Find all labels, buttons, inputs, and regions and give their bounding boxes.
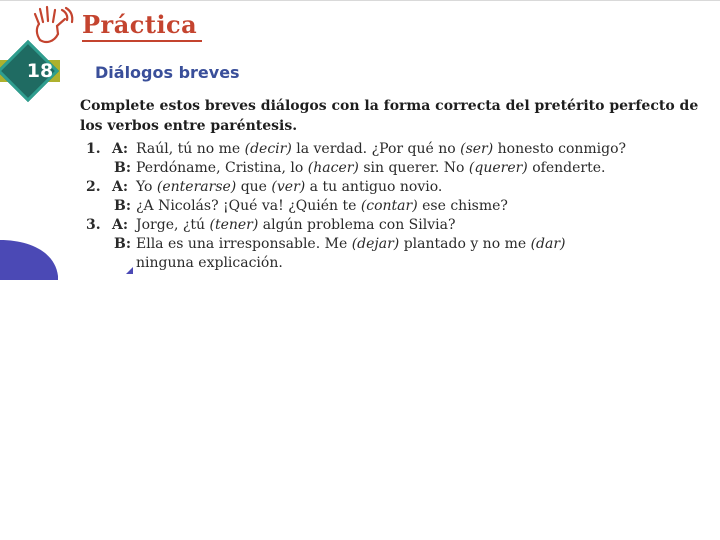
verb-in-parentheses: (ver) xyxy=(271,179,306,195)
dialog-fragment: sin querer. No xyxy=(358,160,469,176)
dialog-continuation: ninguna explicación. xyxy=(136,255,283,271)
dialog-line xyxy=(86,197,716,216)
dialog-text xyxy=(136,216,455,235)
speaker-label: A: xyxy=(112,217,129,233)
verb-in-parentheses: (dar) xyxy=(530,236,566,252)
activity-title: Diálogos breves xyxy=(95,63,240,82)
dialog-fragment: plantado y no me xyxy=(399,236,531,252)
speaker-label: B: xyxy=(114,160,132,176)
dialog-fragment: Yo xyxy=(136,179,157,195)
dialog-list xyxy=(86,140,716,273)
dialog-fragment: ¿A Nicolás? ¡Qué va! ¿Quién te xyxy=(136,198,361,214)
verb-in-parentheses: (dejar) xyxy=(351,236,400,252)
dialog-fragment: la verdad. ¿Por qué no xyxy=(291,141,461,157)
dialog-fragment: Perdóname, Cristina, lo xyxy=(136,160,308,176)
dialog-line xyxy=(86,178,716,197)
dialog-text xyxy=(136,235,566,254)
dialog-fragment: Jorge, ¿tú xyxy=(136,217,210,233)
speaker-label: B: xyxy=(114,198,132,214)
speaker-label: A: xyxy=(112,141,129,157)
verb-in-parentheses: (decir) xyxy=(244,141,292,157)
dialog-fragment: ofenderte. xyxy=(527,160,606,176)
dialog-fragment: honesto conmigo? xyxy=(493,141,627,157)
dialog-line xyxy=(86,254,716,273)
decorative-circle xyxy=(0,240,140,280)
dialog-fragment: Raúl, tú no me xyxy=(136,141,245,157)
dialog-number: 2. xyxy=(86,179,101,195)
activity-number-badge xyxy=(5,48,75,98)
verb-in-parentheses: (tener) xyxy=(209,217,259,233)
dialog-fragment: a tu antiguo novio. xyxy=(305,179,443,195)
verb-in-parentheses: (contar) xyxy=(360,198,418,214)
dialog-number: 3. xyxy=(86,217,101,233)
dialog-line xyxy=(86,140,716,159)
dialog-text xyxy=(136,140,626,159)
instructions: Complete estos breves diálogos con la forma correcta del pretérito perfecto de los verbos entre paréntesis. xyxy=(80,98,699,134)
verb-in-parentheses: (enterarse) xyxy=(156,179,237,195)
dialog-fragment: Ella es una irresponsable. Me xyxy=(136,236,352,252)
page-title: Práctica xyxy=(82,10,198,39)
top-divider xyxy=(0,0,720,1)
dialog-line xyxy=(86,235,716,254)
title-underline xyxy=(82,40,202,42)
dialog-fragment: que xyxy=(236,179,272,195)
dialog-text xyxy=(136,197,508,216)
verb-in-parentheses: (hacer) xyxy=(307,160,359,176)
verb-in-parentheses: (querer) xyxy=(468,160,528,176)
dialog-text xyxy=(136,159,605,178)
hand-icon xyxy=(30,4,78,46)
verb-in-parentheses: (ser) xyxy=(460,141,494,157)
dialog-fragment: algún problema con Silvia? xyxy=(258,217,456,233)
dialog-number: 1. xyxy=(86,141,101,157)
activity-number: 18 xyxy=(26,60,54,82)
dialog-text xyxy=(136,178,442,197)
dialog-line xyxy=(86,159,716,178)
dialog-fragment: ese chisme? xyxy=(417,198,508,214)
speaker-label: B: xyxy=(114,236,132,252)
dialog-line xyxy=(86,216,716,235)
speaker-label: A: xyxy=(112,179,129,195)
